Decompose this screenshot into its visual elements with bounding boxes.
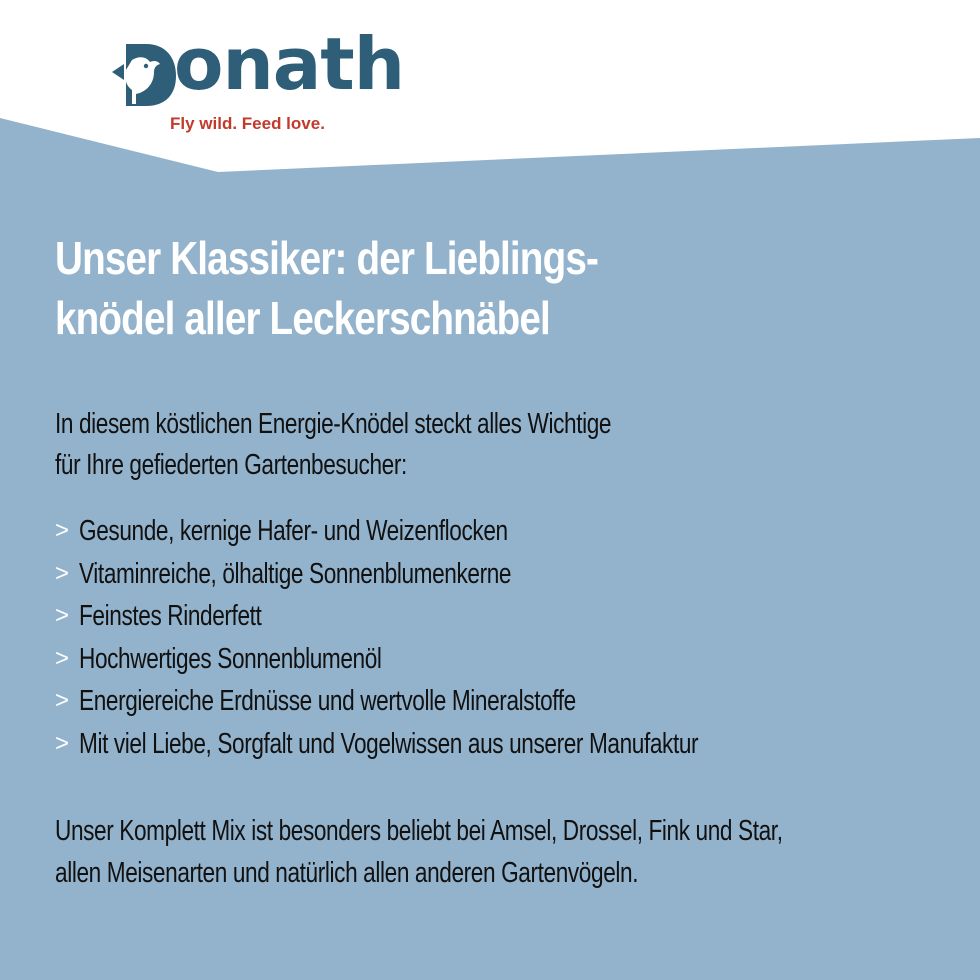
logo-wordmark: onath	[174, 22, 404, 106]
list-item-text: Mit viel Liebe, Sorgfalt und Vogelwissen aus unserer Manufaktur	[79, 727, 699, 760]
intro-text	[55, 404, 935, 486]
intro-line-1: In diesem köstlichen Energie-Knödel steckt alles Wichtige	[55, 408, 612, 440]
list-item	[55, 595, 955, 638]
headline	[55, 228, 929, 348]
donath-logo	[112, 22, 404, 138]
logo-tagline: Fly wild. Feed love.	[170, 114, 325, 133]
ingredient-list	[55, 510, 955, 765]
chevron-right-icon: >	[55, 517, 70, 544]
chevron-right-icon: >	[55, 729, 70, 757]
chevron-right-icon: >	[55, 687, 70, 714]
list-item	[55, 723, 955, 766]
closing-line-1: Unser Komplett Mix ist besonders beliebt bei Amsel, Drossel, Fink und Star,	[55, 815, 783, 847]
chevron-right-icon: >	[55, 644, 70, 672]
list-item-text: Gesunde, kernige Hafer- und Weizenflocken	[79, 515, 508, 547]
list-item-text: Feinstes Rinderfett	[79, 600, 262, 632]
list-item-text: Hochwertiges Sonnenblumenöl	[79, 642, 382, 675]
headline-line-2: knödel aller Leckerschnäbel	[55, 292, 550, 344]
intro-line-2: für Ihre gefiederten Gartenbesucher:	[55, 449, 407, 481]
list-item-text: Energiereiche Erdnüsse und wertvolle Mineralstoffe	[79, 685, 576, 717]
list-item	[55, 510, 955, 553]
chevron-right-icon: >	[55, 602, 70, 629]
headline-block	[55, 228, 935, 348]
closing-text	[55, 810, 935, 894]
headline-line-1: Unser Klassiker: der Lieblings-	[55, 232, 599, 284]
bird-logo-icon	[112, 42, 176, 108]
closing-line-2: allen Meisenarten und natürlich allen anderen Gartenvögeln.	[55, 857, 639, 889]
list-item	[55, 680, 955, 723]
list-item	[55, 638, 955, 681]
list-item-text: Vitaminreiche, ölhaltige Sonnenblumenkerne	[79, 557, 512, 590]
list-item	[55, 553, 955, 596]
chevron-right-icon: >	[55, 559, 70, 587]
